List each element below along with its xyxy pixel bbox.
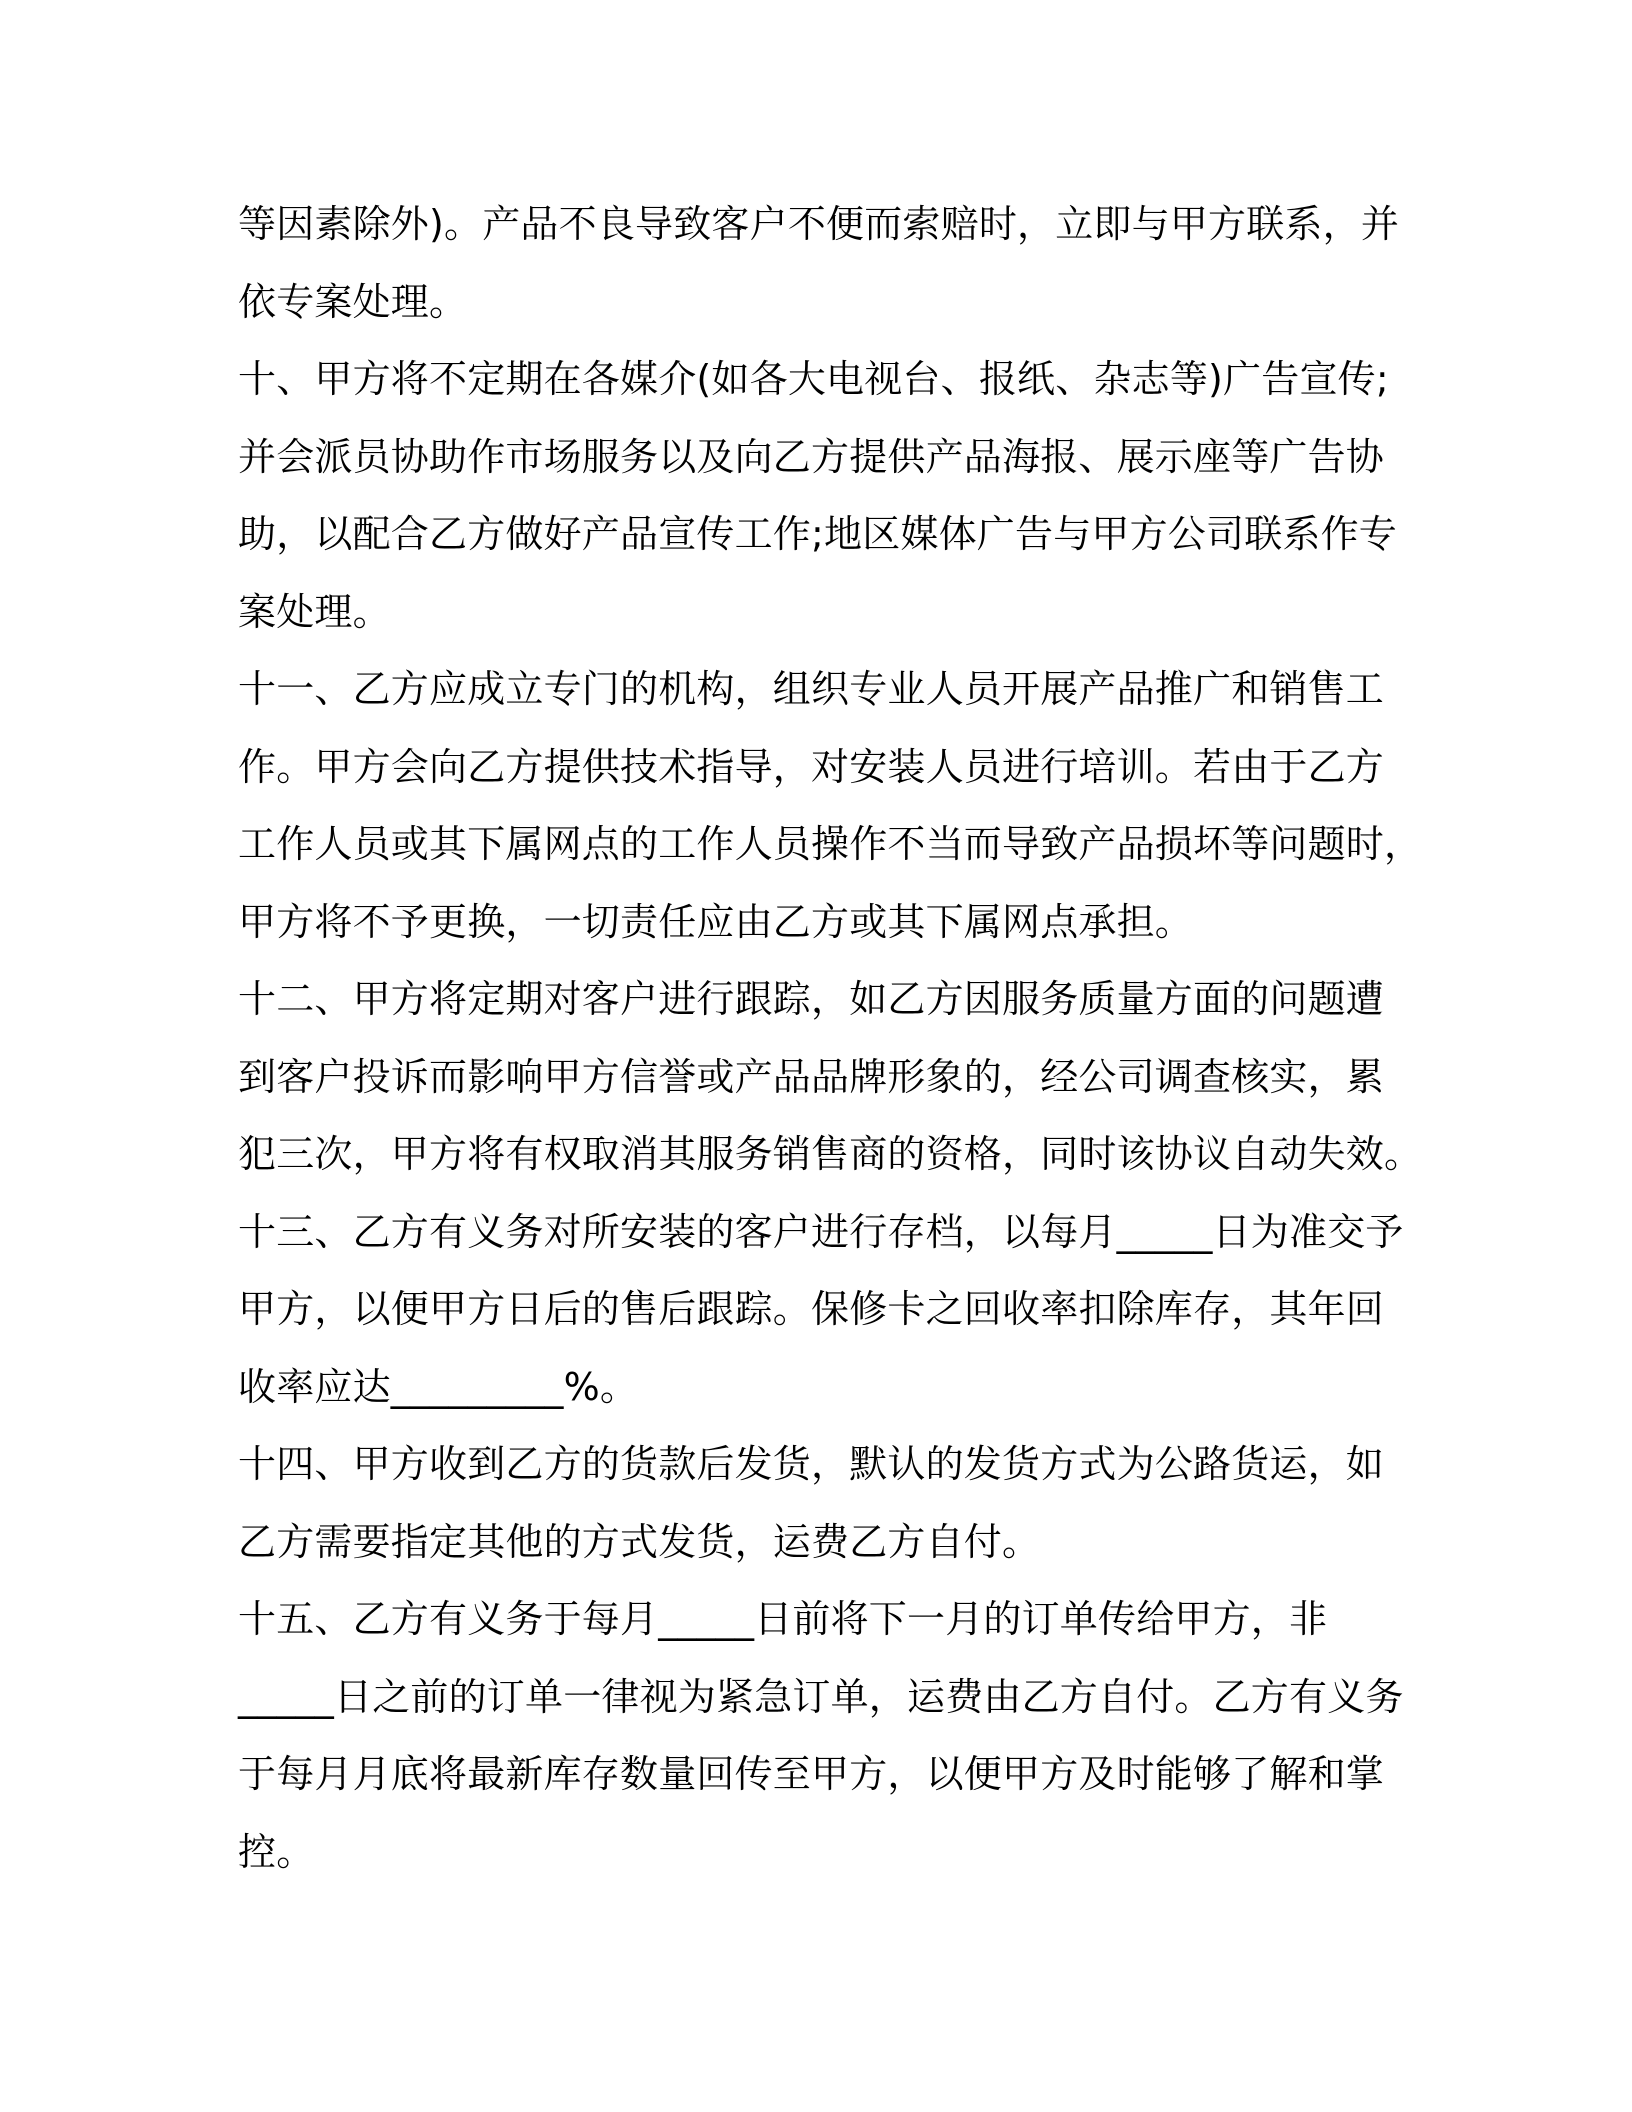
text-line: 控。 [238, 1829, 315, 1874]
text-line: 甲方将不予更换，一切责任应由乙方或其下属网点承担。 [238, 899, 1194, 944]
text-line: 十一、乙方应成立专门的机构，组织专业人员开展产品推广和销售工 [238, 667, 1385, 711]
text-line: 于每月月底将最新库存数量回传至甲方，以便甲方及时能够了解和掌 [238, 1752, 1385, 1796]
text-line: 十四、甲方收到乙方的货款后发货，默认的发货方式为公路货运，如 [238, 1442, 1385, 1486]
text-line: 十、甲方将不定期在各媒介(如各大电视台、报纸、杂志等)广告宣传; [238, 357, 1389, 401]
text-line: 作。甲方会向乙方提供技术指导，对安装人员进行培训。若由于乙方 [238, 744, 1385, 789]
text-line: 十三、乙方有义务对所安装的客户进行存档，以每月_____日为准交予 [238, 1209, 1404, 1254]
text-line: 等因素除外)。产品不良导致客户不便而索赔时，立即与甲方联系，并 [238, 202, 1400, 246]
text-line: 乙方需要指定其他的方式发货，运费乙方自付。 [238, 1519, 1041, 1564]
text-line: 十五、乙方有义务于每月_____日前将下一月的订单传给甲方，非 [238, 1597, 1328, 1641]
text-line: 并会派员协助作市场服务以及向乙方提供产品海报、展示座等广告协 [238, 434, 1385, 479]
document-body [238, 186, 1423, 1891]
text-line: 甲方，以便甲方日后的售后跟踪。保修卡之回收率扣除库存，其年回 [238, 1287, 1385, 1331]
text-line: 到客户投诉而影响甲方信誉或产品品牌形象的，经公司调查核实，累 [238, 1054, 1385, 1099]
text-line: 工作人员或其下属网点的工作人员操作不当而导致产品损坏等问题时， [238, 822, 1423, 866]
text-line: 收率应达_________%。 [238, 1364, 639, 1409]
text-line: 犯三次，甲方将有权取消其服务销售商的资格，同时该协议自动失效。 [238, 1132, 1423, 1176]
text-line: 十二、甲方将定期对客户进行跟踪，如乙方因服务质量方面的问题遭 [238, 977, 1385, 1021]
text-line: 依专案处理。 [238, 279, 468, 324]
text-line: 助，以配合乙方做好产品宣传工作;地区媒体广告与甲方公司联系作专 [238, 512, 1398, 556]
text-line: _____日之前的订单一律视为紧急订单，运费由乙方自付。乙方有义务 [238, 1674, 1404, 1719]
text-line: 案处理。 [238, 589, 391, 634]
